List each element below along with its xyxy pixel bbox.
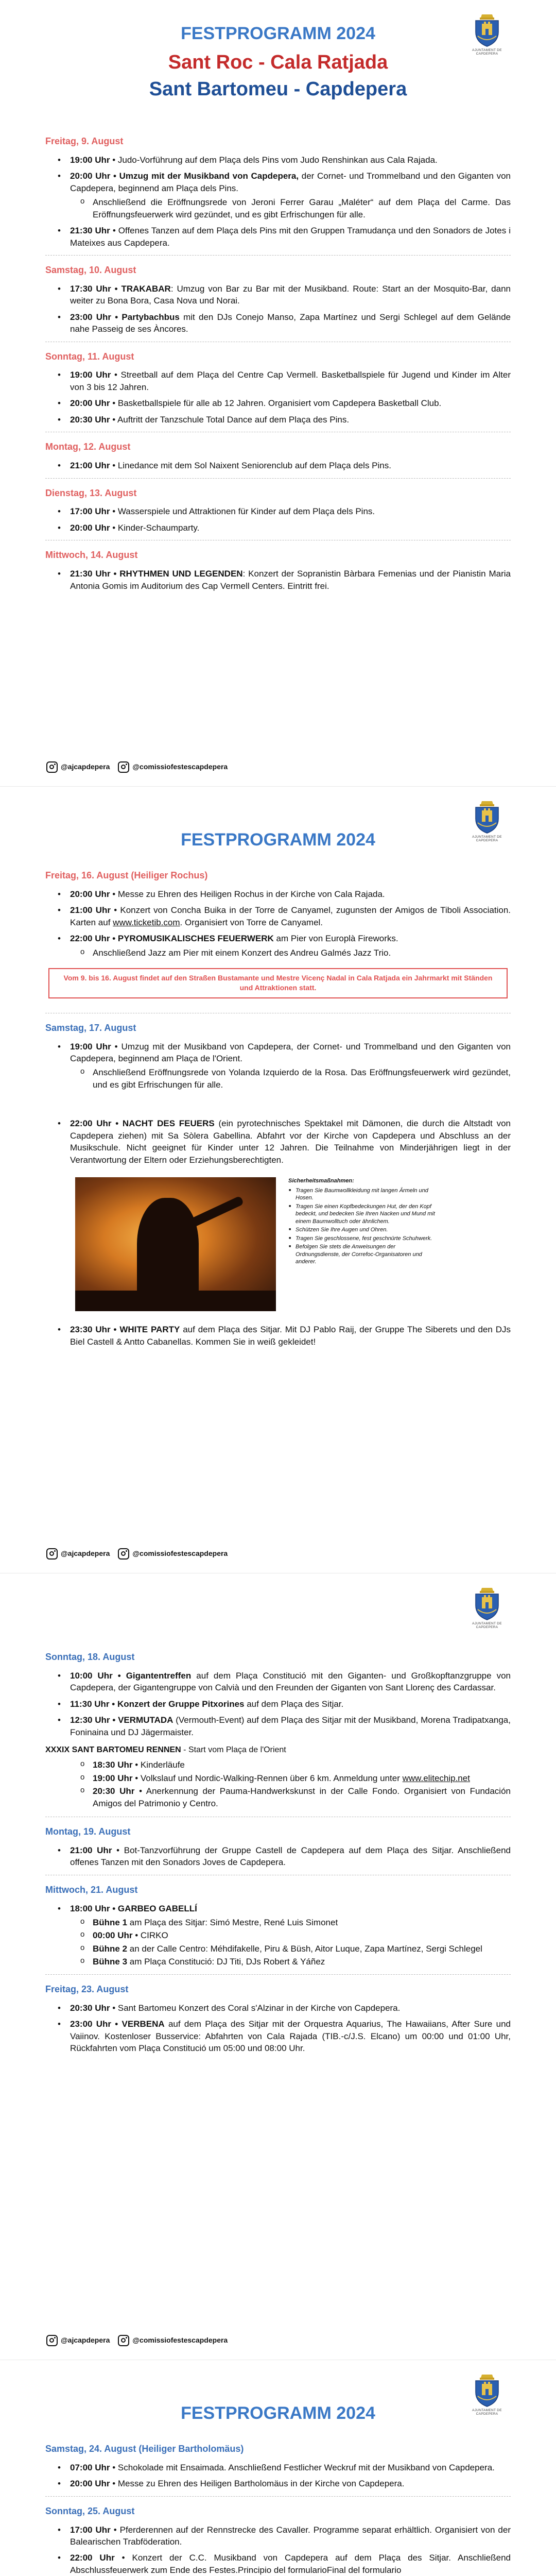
event-time: 11:30 Uhr • Konzert der Gruppe Pitxorines [70, 1699, 245, 1709]
event-time: 17:30 Uhr • TRAKABAR [70, 283, 171, 294]
page-4-content [45, 2443, 511, 2576]
stage-label: Bühne 3 [93, 1957, 128, 1967]
event-list [70, 2462, 511, 2490]
event-list [70, 369, 511, 426]
race-start: - Start vom Plaça de l'Orient [181, 1745, 286, 1755]
program-page-3 [0, 1573, 556, 2360]
event-item [70, 904, 511, 928]
instagram-handle[interactable]: @ajcapdepera [61, 1549, 110, 1558]
event-time: 22:00 Uhr • NACHT DES FEUERS [70, 1118, 215, 1129]
race-title: XXXIX SANT BARTOMEU RENNEN [45, 1745, 181, 1755]
event-list [70, 888, 511, 959]
event-item [70, 933, 511, 959]
social-footer [46, 1548, 228, 1560]
event-text: auf dem Plaça des Sitjar. Mit DJ Pablo Raij, der Gruppe The Siberets und den DJs Biel Castell & Antto Cabanellas. Kommen Sie in weiß gekleidet! [70, 1325, 511, 1347]
event-time: 18:30 Uhr [93, 1760, 133, 1770]
day-heading: Freitag, 9. August [45, 136, 124, 146]
event-time: 20:00 Uhr [70, 2479, 110, 2489]
correfoc-section [75, 1177, 511, 1311]
instagram-icon [118, 761, 129, 773]
page-1-content [45, 135, 511, 598]
event-item [70, 505, 511, 517]
instagram-icon [46, 1548, 58, 1560]
event-item [70, 397, 511, 409]
event-time: 19:00 Uhr [70, 1041, 111, 1052]
event-time: 19:00 Uhr [70, 155, 110, 165]
event-time: 20:30 Uhr [70, 2003, 110, 2013]
instagram-handle[interactable]: @comissiofestescapdepera [132, 762, 228, 771]
stage-text: am Plaça Constitució: DJ Titi, DJs Robert & Yáñez [127, 1957, 325, 1967]
program-page-2 [0, 787, 556, 1573]
event-time: 17:00 Uhr [70, 506, 110, 517]
event-text: • Judo-Vorführung auf dem Plaça dels Pins vom Judo Renshinkan aus Cala Rajada. [110, 155, 438, 165]
day-heading: Samstag, 10. August [45, 265, 136, 275]
stage-list [93, 1917, 511, 1968]
stage-text: an der Calle Centro: Méhdifakelle, Piru & Büsh, Aitor Luque, Zapa Martínez, Sergi Schlegel [127, 1943, 482, 1954]
event-item [70, 460, 511, 471]
page-title: FESTPROGRAMM 2024 [181, 24, 375, 43]
event-item [70, 1324, 511, 1348]
event-text: • Volkslauf und Nordic-Walking-Rennen über 6 km. Anmeldung unter [132, 1773, 403, 1783]
day-heading: Dienstag, 13. August [45, 487, 137, 498]
event-text: der Cornet- und Trommelband und den Giganten von Capdepera, beginnend am Plaça dels Pins. [70, 171, 511, 193]
event-time: 17:00 Uhr [70, 2524, 111, 2535]
event-text: • Auftritt der Tanzschule Total Dance auf dem Plaça des Pins. [110, 414, 350, 425]
event-text: • Konzert von Concha Buika in der Torre de Canyamel, zugunsten der Amigos de Tiboli Association. Karten auf [70, 905, 511, 927]
event-list [70, 2524, 511, 2576]
event-time: 19:00 Uhr [70, 370, 111, 380]
event-text: • Konzert der C.C. Musikband von Capdepera auf dem Plaça des Sitjar. Anschließend Abschlussfeuerwerk zum Ende des Festes.Principio del formularioFinal del formulario [70, 2553, 511, 2575]
event-list [70, 154, 511, 249]
event-text: • Kinderläufe [132, 1760, 185, 1770]
devil-silhouette [137, 1198, 199, 1301]
municipal-crest [465, 12, 509, 62]
day-heading: Montag, 12. August [45, 442, 131, 452]
event-time: 07:00 Uhr [70, 2462, 110, 2472]
event-list [70, 1324, 511, 1348]
coat-of-arms-icon [471, 799, 503, 834]
event-text: • Messe zu Ehren des Heiligen Bartholomäus in der Kirche von Capdepera. [110, 2479, 405, 2489]
event-item [70, 414, 511, 426]
stage-text: • CIRKO [132, 1930, 168, 1941]
day-heading: Freitag, 16. August (Heiliger Rochus) [45, 870, 208, 880]
event-list [70, 505, 511, 534]
event-time: 22:00 Uhr [70, 2553, 115, 2563]
event-text: auf dem Plaça des Sitjar. [244, 1699, 344, 1709]
stage-item [93, 1917, 511, 1928]
event-item [70, 2478, 511, 2489]
event-time: 20:00 Uhr [70, 522, 110, 533]
page-3-content [45, 1651, 511, 2060]
event-time: 21:00 Uhr [70, 461, 110, 471]
event-text: auf dem Plaça Constitució mit den Giganten- und Großkopftanzgruppe von Capdepera, der Gigantengruppe von Calvià und den Freunden der Giganten von Sant Llorenç des Cardassar. [70, 1670, 511, 1693]
event-text: • Basketballspiele für alle ab 12 Jahren. Organisiert vom Capdepera Basketball Club. [110, 398, 442, 409]
event-item [70, 1041, 511, 1091]
event-item [70, 1903, 511, 1968]
event-time: 20:00 Uhr • Umzug mit der Musikband von Capdepera, [70, 171, 299, 181]
event-item [70, 1844, 511, 1869]
event-time: 12:30 Uhr • VERMUTADA [70, 1715, 173, 1725]
municipal-crest [465, 799, 509, 849]
event-time: 18:00 Uhr • GARBEO GABELLÍ [70, 1903, 197, 1913]
safety-item: ■ Tragen Sie einen Kopfbedeckungen Hut, der den Kopf bedeckt, und bedecken Sie Ihren Nacken und Mund mit einem Baumwolltuch oder ähnlichem. [296, 1203, 438, 1226]
safety-item: ■ Befolgen Sie stets die Anweisungen der Ordnungsdienste, der Correfoc-Organisatoren und anderer. [296, 1243, 438, 1266]
registration-link[interactable]: www.elitechip.net [402, 1773, 470, 1783]
municipal-crest [465, 2372, 509, 2422]
event-text: • Offenes Tanzen auf dem Plaça dels Pins mit den Gruppen Tramudança und den Sonadors de Jotes i Mateixes aus Capdepera. [70, 226, 511, 248]
day-heading: Sonntag, 11. August [45, 351, 134, 362]
event-text: : Konzert der Sopranistin Bàrbara Femenias und der Pianistin Maria Antonia Gomis im Auditorium des Cap Vermell Centers. Eintritt frei. [70, 569, 511, 591]
event-text: • Kinder-Schaumparty. [110, 522, 200, 533]
safety-item: ■ Tragen Sie geschlossene, fest geschnürte Schuhwerk. [296, 1235, 438, 1243]
program-page-1 [0, 0, 556, 787]
sub-list [93, 196, 511, 221]
day-heading: Samstag, 24. August (Heiliger Bartholomäus) [45, 2444, 244, 2454]
instagram-handle[interactable]: @ajcapdepera [61, 762, 110, 771]
event-time: 20:30 Uhr [93, 1786, 135, 1797]
correfoc-photo [75, 1177, 276, 1311]
instagram-handle[interactable]: @comissiofestescapdepera [132, 1549, 228, 1558]
event-item [70, 1698, 511, 1710]
subtitle-sant-roc: Sant Roc - Cala Ratjada [168, 51, 388, 73]
page-title: FESTPROGRAMM 2024 [181, 830, 375, 850]
stage-label: Bühne 1 [93, 1918, 128, 1927]
page-2-content [45, 869, 511, 1354]
event-item [70, 170, 511, 221]
divider [45, 2496, 511, 2497]
coat-of-arms-icon [471, 1586, 503, 1621]
day-heading: Mittwoch, 21. August [45, 1884, 138, 1895]
event-text: • Sant Bartomeu Konzert des Coral s'Alzinar in der Kirche von Capdepera. [110, 2003, 401, 2013]
event-text: : Umzug von Bar zu Bar mit der Musikband. Route: Start an der Mosquito-Bar, dann weiter zu Bona Bora, Casa Nova und Norai. [70, 283, 511, 306]
event-item [70, 522, 511, 534]
event-list [70, 1903, 511, 1968]
instagram-handle[interactable]: @ajcapdepera [61, 2336, 110, 2345]
instagram-handle[interactable]: @comissiofestescapdepera [132, 2336, 228, 2345]
event-item [70, 1670, 511, 1694]
safety-list [296, 1187, 438, 1266]
event-text-tail: . Organisiert von Torre de Canyamel. [180, 917, 323, 927]
instagram-icon [46, 2335, 58, 2346]
event-item [70, 311, 511, 335]
coat-of-arms-icon [471, 12, 503, 47]
devil-pitchfork [184, 1196, 244, 1230]
divider [45, 255, 511, 256]
event-item [70, 225, 511, 249]
event-item [70, 369, 511, 393]
event-text: • Bot-Tanzvorführung der Gruppe Castell de Capdepera auf dem Plaça des Sitjar. Anschließend offenes Tanzen mit den Sonadors Joves de Capdepera. [70, 1845, 511, 1868]
race-heading [45, 1744, 511, 1756]
event-time: 21:30 Uhr [70, 226, 110, 236]
fair-notice: Vom 9. bis 16. August findet auf den Straßen Bustamante und Mestre Vicenç Nadal in Cala Ratjada ein Jahrmarkt mit Ständen und Attraktionen statt. [48, 968, 508, 998]
event-text: • Linedance mit dem Sol Naixent Seniorenclub auf dem Plaça dels Pins. [110, 461, 391, 471]
sub-item: o Anschließend Eröffnungsrede von Yolanda Izquierdo de la Rosa. Das Eröffnungsfeuerwerk wird gezündet, und es gibt Erfrischungen für alle. [93, 1066, 511, 1091]
photo-ground [75, 1291, 276, 1311]
event-text: • Wasserspiele und Attraktionen für Kinder auf dem Plaça dels Pins. [110, 506, 375, 517]
day-heading: Sonntag, 25. August [45, 2505, 135, 2516]
event-item [70, 888, 511, 900]
event-time: 21:00 Uhr [70, 1845, 112, 1855]
sub-list [93, 947, 511, 959]
event-time: 22:00 Uhr • PYROMUSIKALISCHES FEUERWERK [70, 934, 274, 944]
event-text: • Anerkennung der Pauma-Handwerkskunst in der Calle Fondo. Organisiert von Fundación Amigos del Patrimonio y Centro. [93, 1786, 511, 1808]
divider [45, 478, 511, 479]
race-item [93, 1785, 511, 1809]
stage-item [93, 1929, 511, 1941]
subtitle-sant-bartomeu: Sant Bartomeu - Capdepera [149, 78, 407, 100]
safety-box [288, 1177, 438, 1267]
sub-list [93, 1066, 511, 1091]
event-item [70, 1117, 511, 1166]
safety-item: ■ Tragen Sie Baumwollkleidung mit langen Ärmeln und Hosen. [296, 1187, 438, 1202]
event-text: (Vermouth-Event) auf dem Plaça des Sitjar mit der Musikband, Morena Tradipatxanga, Foninaina und DJ Jägermaister. [70, 1715, 511, 1737]
day-heading: Freitag, 23. August [45, 1984, 129, 1994]
instagram-icon [118, 2335, 129, 2346]
divider [45, 1974, 511, 1975]
event-time: 20:00 Uhr [70, 889, 110, 899]
crest-caption: AJUNTAMENT DE CAPDEPERA [472, 835, 502, 843]
stage-item [93, 1943, 511, 1955]
event-text: • Streetball auf dem Plaça del Centre Cap Vermell. Basketballspiele für Jugend und Kinder im Alter von 3 bis 12 Jahren. [70, 370, 511, 392]
event-time: 23:00 Uhr • Partybachbus [70, 312, 180, 322]
event-list [70, 283, 511, 335]
event-list [70, 2002, 511, 2055]
ticket-link[interactable]: www.ticketib.com [113, 917, 180, 927]
event-time: 19:00 Uhr [93, 1773, 133, 1783]
stage-item [93, 1956, 511, 1968]
event-text: am Pier von Europlà Fireworks. [273, 934, 398, 944]
page-title: FESTPROGRAMM 2024 [181, 2403, 375, 2423]
race-list [93, 1759, 511, 1809]
event-text: mit den DJs Conejo Manso, Zapa Martínez und Sergi Schlegel auf dem Gelände nahe Passeig de ses Àncores. [70, 312, 511, 334]
program-page-4 [0, 2360, 556, 2576]
social-footer [46, 761, 228, 773]
event-item [70, 154, 511, 166]
event-time: 20:00 Uhr [70, 398, 110, 409]
event-list [70, 460, 511, 471]
event-time: 10:00 Uhr • Gigantentreffen [70, 1670, 192, 1681]
event-item [70, 283, 511, 307]
instagram-icon [46, 761, 58, 773]
event-item [70, 2002, 511, 2014]
day-heading: Mittwoch, 14. August [45, 550, 138, 561]
safety-heading: Sicherheitsmaßnahmen: [288, 1178, 354, 1184]
event-time: 23:00 Uhr • VERBENA [70, 2019, 165, 2029]
event-list [70, 568, 511, 592]
event-time: 21:00 Uhr [70, 905, 111, 916]
event-text: • Pferderennen auf der Rennstrecke des Cavaller. Programme separat erhältlich. Organisiert von der Balearischen Trabföderation. [70, 2524, 511, 2547]
event-item [70, 2462, 511, 2473]
crest-caption: AJUNTAMENT DE CAPDEPERA [472, 2409, 502, 2416]
event-item [70, 2524, 511, 2548]
event-time: 20:30 Uhr [70, 414, 110, 425]
race-item [93, 1772, 511, 1784]
race-item [93, 1759, 511, 1771]
crest-caption: AJUNTAMENT DE CAPDEPERA [472, 1622, 502, 1630]
coat-of-arms-icon [471, 2372, 503, 2408]
stage-label: 00:00 Uhr [93, 1930, 133, 1941]
day-heading: Montag, 19. August [45, 1826, 131, 1837]
social-footer [46, 2335, 228, 2346]
event-text: • Messe zu Ehren des Heiligen Rochus in der Kirche von Cala Rajada. [110, 889, 385, 899]
event-text: • Umzug mit der Musikband von Capdepera, der Cornet- und Trommelband und den Giganten von Capdepera, beginnend am Plaça de l'Orient. [70, 1041, 511, 1063]
stage-text: am Plaça des Sitjar: Simó Mestre, René Luis Simonet [127, 1918, 338, 1927]
day-heading: Sonntag, 18. August [45, 1652, 135, 1662]
event-item [70, 568, 511, 592]
event-text: • Schokolade mit Ensaimada. Anschließend Festlicher Weckruf mit der Musikband von Capdepera. [110, 2462, 495, 2472]
event-list [70, 1041, 511, 1166]
crest-caption: AJUNTAMENT DE CAPDEPERA [472, 48, 502, 56]
event-item [70, 1714, 511, 1738]
sub-item: o Anschließend die Eröffnungsrede von Jeroni Ferrer Garau „Maléter“ auf dem Plaça del Carme. Das Eröffnungsfeuerwerk wird gezündet, und es gibt Erfrischungen für alle. [93, 196, 511, 221]
event-text: auf dem Plaça des Sitjar mit der Orquestra Aquarius, The Hawaiians, After Sure und Vaiinov. Kostenloser Busservice: Abfahrten von Cala Rajada (TIB.-c/J.S. Elcano) um 00:00 und 01:00 Uhr, Rückfahrten vom Plaça Constitució um 05:00 und 08:00 Uhr. [70, 2019, 511, 2053]
event-list [70, 1670, 511, 1738]
event-item [70, 2018, 511, 2054]
event-item [70, 2552, 511, 2576]
event-time: 23:30 Uhr • WHITE PARTY [70, 1325, 180, 1335]
stage-label: Bühne 2 [93, 1943, 128, 1954]
event-list [70, 1844, 511, 1869]
municipal-crest [465, 1586, 509, 1635]
sub-item: o Anschließend Jazz am Pier mit einem Konzert des Andreu Galmés Jazz Trio. [93, 947, 511, 959]
instagram-icon [118, 1548, 129, 1560]
safety-item: ■ Schützen Sie Ihre Augen und Ohren. [296, 1226, 438, 1234]
day-heading: Samstag, 17. August [45, 1022, 136, 1033]
event-time: 21:30 Uhr • RHYTHMEN UND LEGENDEN [70, 569, 243, 579]
event-text: (ein pyrotechnisches Spektakel mit Dämonen, die durch die Altstadt von Capdepera ziehen) mit Sa Sòlera Gabellina. Abfahrt vor der Kirche von Capdepera und Abschluss an der Musikschule. Nicht geeignet für Kinder unter 12 Jahren. Die Teilnahme von Minderjährigen liegt in der Verantwortung der Eltern oder Erziehungsberechtigten. [70, 1118, 511, 1165]
